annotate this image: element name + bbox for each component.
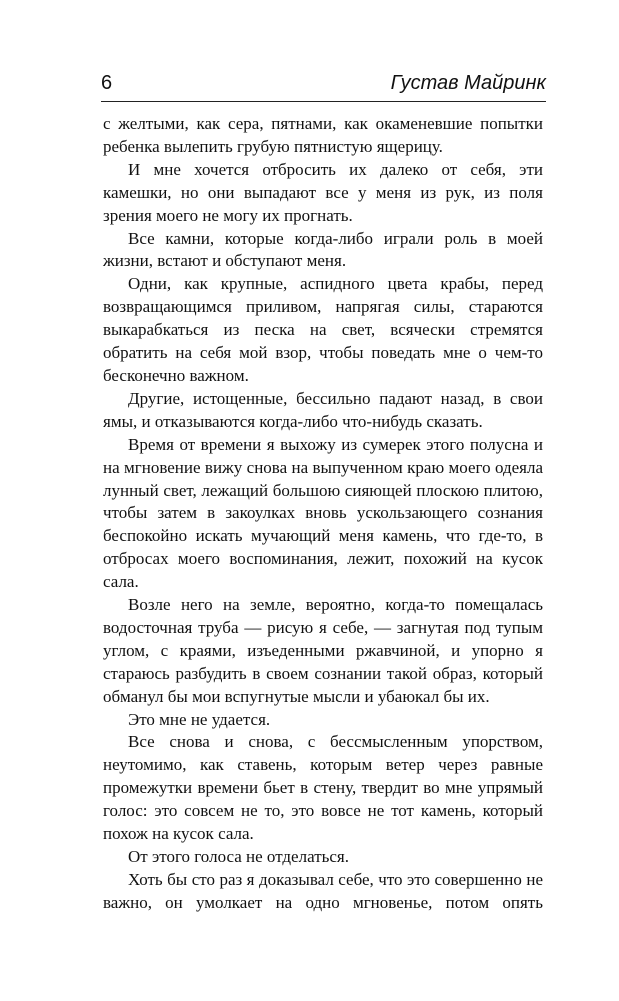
paragraph: Это мне не удается. (128, 709, 271, 729)
paragraph: Все снова и снова, с бессмысленным упорством, неутомимо, как ставень, которым ветер через равные промежутки времени бьет в стену, твердит во мне упрямый голос: это совсем не то, это вовсе не тот камень, который похож на кусок сала. (103, 732, 543, 844)
running-header (101, 70, 546, 100)
running-head-author: Густав Майринк (390, 72, 546, 94)
paragraph: От этого голоса не отделаться. (128, 847, 349, 866)
paragraph: с желтыми, как сера, пятнами, как окаменевшие попытки ребенка вылепить грубую пятнистую ящерицу. (103, 114, 543, 156)
paragraph: Другие, истощенные, бессильно падают назад, в свои ямы, и отказываются когда-либо что-нибудь сказать. (103, 388, 543, 431)
paragraph: Возле него на земле, вероятно, когда-то помещалась водосточная труба — рисую я себе, — загнутая под тупым углом, с краями, изъеденными ржавчиной, и упорно я стараюсь разбудить в своем сознании такой образ, который обманул бы мои вспугнутые мысли и убаюкал бы их. (103, 595, 543, 706)
paragraph: Одни, как крупные, аспидного цвета крабы, перед возвращающимся приливом, напрягая силы, стараются выкарабкаться из песка на свет, всячески стремятся обратить на себя мой взор, чтобы поведать мне о чем-то бесконечно важном. (103, 274, 543, 385)
paragraph: Хоть бы сто раз я доказывал себе, что это совершенно не важно, он умолкает на одно мгновенье, потом опять (103, 869, 543, 912)
page-number: 6 (101, 72, 113, 94)
body-text (103, 113, 543, 915)
header-rule (101, 101, 546, 102)
paragraph: Время от времени я выхожу из сумерек этого полусна и на мгновение вижу снова на выпученном краю моего одеяла лунный свет, лежащий большою сияющей плоскою плитою, чтобы затем в закоулках вновь ускользающего сознания беспокойно искать мучающий меня камень, что где-то, в отбросах моего воспоминания, лежит, похожий на кусок сала. (103, 434, 543, 592)
paragraph: Все камни, которые когда-либо играли роль в моей жизни, встают и обступают меня. (103, 228, 543, 271)
paragraph: И мне хочется отбросить их далеко от себя, эти камешки, но они выпадают все у меня из рук, из поля зрения моего не могу их прогнать. (103, 159, 543, 225)
